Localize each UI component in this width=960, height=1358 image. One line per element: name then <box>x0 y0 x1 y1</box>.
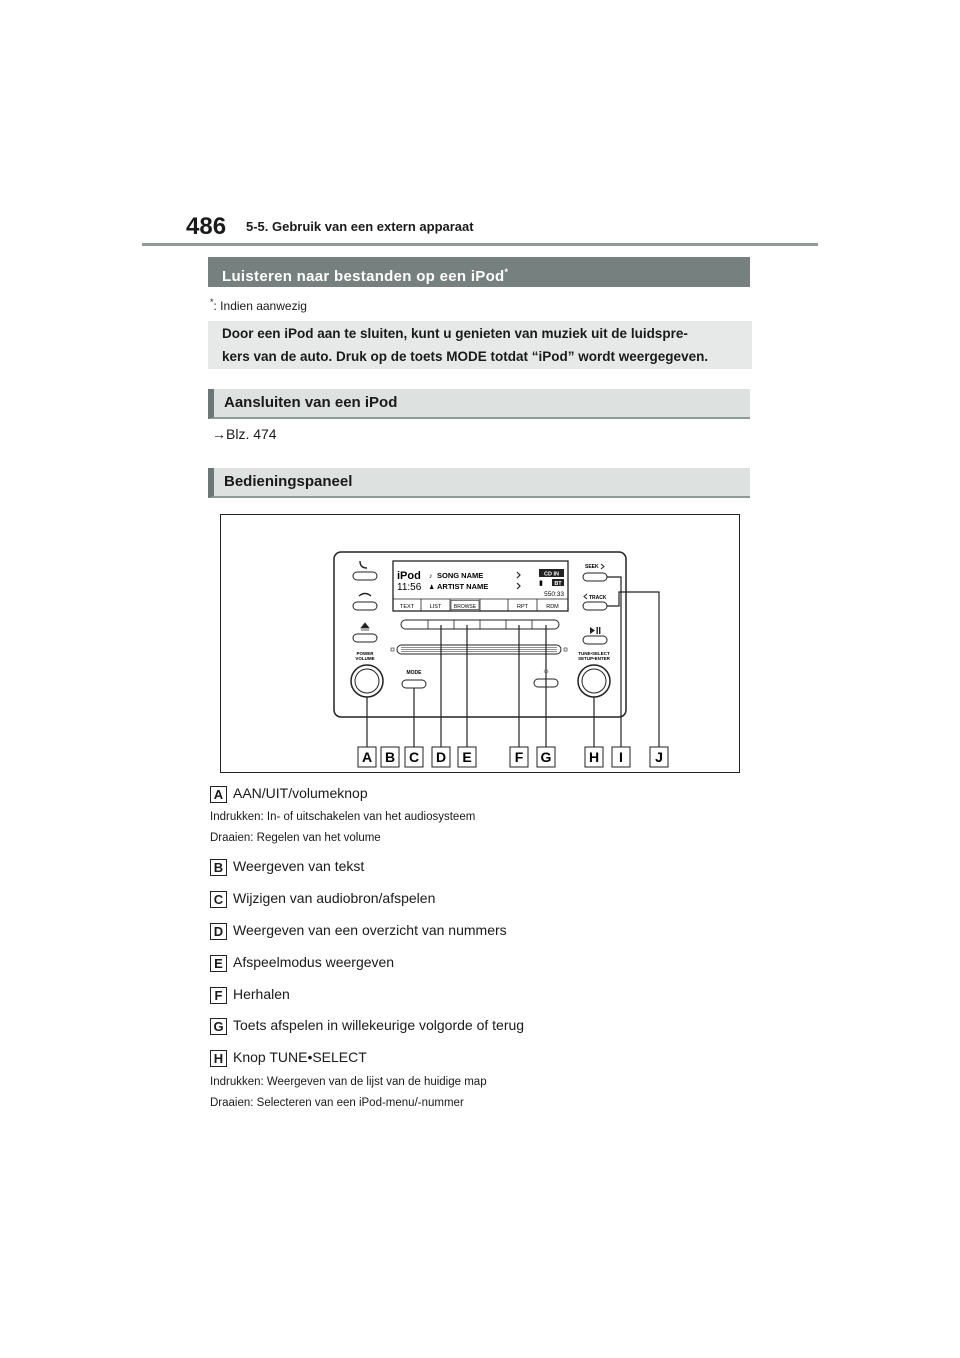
track-button[interactable] <box>583 602 607 610</box>
brightness-icon: ☼ <box>542 666 550 675</box>
signal-icon: ▮ <box>539 580 543 587</box>
tune-select-label: TUNE•SELECT <box>578 651 610 656</box>
mode-button[interactable] <box>402 680 426 688</box>
footnote-text: : Indien aanwezig <box>213 299 307 313</box>
legend-detail: Indrukken: In- of uitschakelen van het audiosysteem <box>210 811 476 823</box>
subsection-title: Bedieningspaneel <box>224 473 353 490</box>
display-song: SONG NAME <box>437 571 484 580</box>
callout-a: A <box>361 749 373 765</box>
legend-detail: Indrukken: Weergeven van de lijst van de huidige map <box>210 1076 487 1088</box>
softkey-browse: BROWSE <box>453 604 477 610</box>
legend-item-b <box>210 858 364 876</box>
callout-h: H <box>588 749 600 765</box>
display-clock: 11:56 <box>397 582 422 593</box>
callout-d: D <box>435 749 447 765</box>
legend-text: Toets afspelen in willekeurige volgorde of terug <box>233 1017 525 1033</box>
tune-select-knob[interactable] <box>578 665 610 697</box>
page-cross-reference[interactable] <box>212 426 277 442</box>
legend-text: Weergeven van tekst <box>233 858 365 874</box>
intro-box <box>208 321 752 369</box>
header-rule <box>142 243 818 246</box>
seek-label: SEEK <box>585 564 599 570</box>
legend-key: F <box>210 987 227 1004</box>
legend-key: D <box>210 923 227 940</box>
legend-item-g <box>210 1017 524 1035</box>
seek-button[interactable] <box>583 573 607 581</box>
legend-detail: Draaien: Regelen van het volume <box>210 832 381 844</box>
subsection-banner-panel <box>208 468 750 498</box>
legend-text: Wijzigen van audiobron/afspelen <box>233 890 436 906</box>
legend-text: Afspeelmodus weergeven <box>233 954 395 970</box>
softkey-text: TEXT <box>399 604 415 610</box>
display-artist: ARTIST NAME <box>437 582 489 591</box>
display-source: iPod <box>397 570 421 582</box>
play-pause-button[interactable] <box>583 636 607 644</box>
legend-key: C <box>210 891 227 908</box>
artist-icon: ♟ <box>429 585 435 591</box>
legend-item-e <box>210 954 394 972</box>
display-elapsed: 550:33 <box>544 591 564 598</box>
legend-text: Herhalen <box>233 986 290 1002</box>
callout-j: J <box>655 749 663 765</box>
subsection-banner-connect <box>208 389 750 419</box>
softkey-rdm: RDM <box>546 604 559 610</box>
subsection-title: Aansluiten van een iPod <box>224 394 398 411</box>
legend-text: Knop TUNE•SELECT <box>233 1049 367 1065</box>
intro-line-2: kers van de auto. Druk op de toets MODE totdat “iPod” wordt weergegeven. <box>222 349 709 364</box>
section-banner <box>208 257 750 287</box>
callout-f: F <box>514 749 524 765</box>
legend-key: E <box>210 955 227 972</box>
legend-key: G <box>210 1018 227 1035</box>
legend-text: Weergeven van een overzicht van nummers <box>233 922 507 938</box>
callout-c: C <box>408 749 420 765</box>
section-title: Luisteren naar bestanden op een iPod <box>222 268 505 285</box>
legend-item-a <box>210 785 368 803</box>
eject-button[interactable] <box>353 634 377 642</box>
legend-key: B <box>210 859 227 876</box>
cd-in-text: CD IN <box>544 571 559 578</box>
callout-b: B <box>384 749 396 765</box>
legend-detail: Draaien: Selecteren van een iPod-menu/-nummer <box>210 1097 464 1109</box>
legend-item-d <box>210 922 507 940</box>
arrow-right-icon: → <box>212 426 226 442</box>
control-panel-figure <box>220 514 740 773</box>
footnote <box>210 297 307 313</box>
callout-i: I <box>619 749 623 765</box>
power-volume-knob[interactable] <box>351 665 383 697</box>
track-label: TRACK <box>589 595 607 601</box>
xref-text: Blz. 474 <box>226 426 277 442</box>
phone-pickup-button[interactable] <box>353 572 377 580</box>
footnote-marker: * <box>210 297 214 307</box>
legend-item-f <box>210 986 290 1004</box>
section-running-head: 5-5. Gebruik van een extern apparaat <box>246 219 474 234</box>
legend-key: A <box>210 786 227 803</box>
setup-enter-label: SETUP•ENTER <box>578 656 610 661</box>
mode-label: MODE <box>406 670 422 676</box>
volume-label: VOLUME <box>355 656 375 661</box>
music-note-icon: ♪ <box>429 573 433 580</box>
audio-unit-illustration <box>221 515 741 774</box>
callout-e: E <box>462 749 472 765</box>
legend-item-h <box>210 1049 367 1067</box>
page-number: 486 <box>186 213 227 240</box>
phone-hangup-button[interactable] <box>353 602 377 610</box>
power-label: POWER <box>356 651 374 656</box>
softkey-rpt: RPT <box>517 604 528 610</box>
intro-line-1: Door een iPod aan te sluiten, kunt u genieten van muziek uit de luidspre- <box>222 326 688 341</box>
footnote-marker: * <box>504 267 509 277</box>
softkey-list: LIST <box>429 604 442 610</box>
bt-text: BT <box>554 581 562 587</box>
callout-g: G <box>540 749 552 765</box>
legend-item-c <box>210 890 435 908</box>
legend-key: H <box>210 1050 227 1067</box>
legend-text: AAN/UIT/volumeknop <box>233 785 368 801</box>
